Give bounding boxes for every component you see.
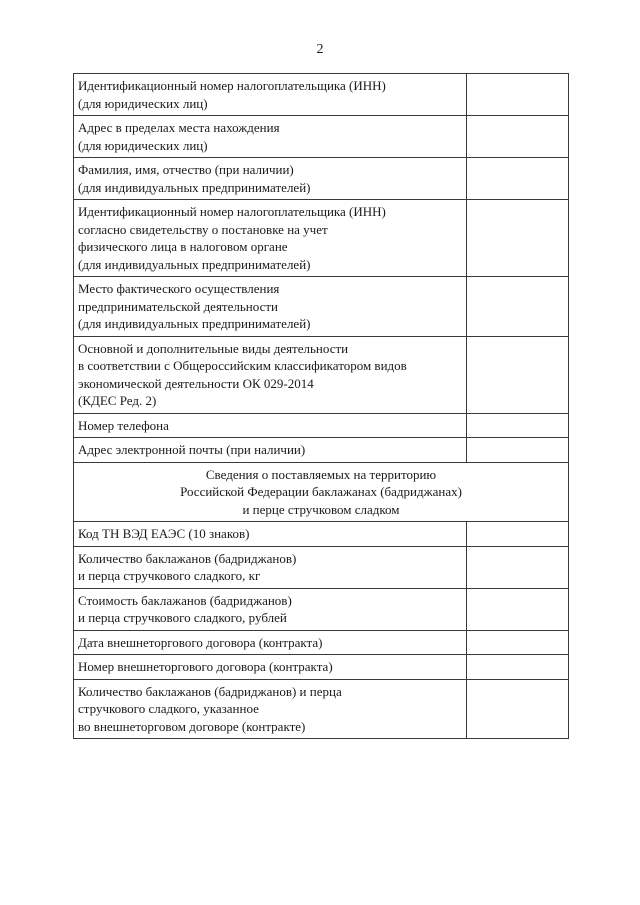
table-row <box>74 655 569 680</box>
table-row <box>74 679 569 739</box>
field-label-line: и перца стручкового сладкого, кг <box>78 568 261 583</box>
field-label-line: (для индивидуальных предпринимателей) <box>78 256 311 272</box>
field-label-line: согласно свидетельству о постановке на учет <box>78 221 328 237</box>
field-value-cell[interactable] <box>467 116 569 158</box>
table-row <box>74 413 569 438</box>
section-header <box>74 462 569 522</box>
field-label-line: (для юридических лиц) <box>78 137 208 153</box>
field-value-cell[interactable] <box>467 158 569 200</box>
field-label-line: экономической деятельности ОК 029-2014 <box>78 375 314 391</box>
field-label-line: стручкового сладкого, указанное <box>78 701 259 716</box>
field-value-cell[interactable] <box>467 588 569 630</box>
field-value-cell[interactable] <box>467 522 569 547</box>
table-row <box>74 546 569 588</box>
table-row <box>74 438 569 463</box>
table-row <box>74 522 569 547</box>
table-row <box>74 74 569 116</box>
section-header-line: Сведения о поставляемых на территорию <box>205 466 437 482</box>
field-label-cell <box>74 522 467 547</box>
field-label-cell <box>74 546 467 588</box>
field-label-cell <box>74 200 467 277</box>
field-label-line: (для индивидуальных предпринимателей) <box>78 316 311 331</box>
field-value-cell[interactable] <box>467 74 569 116</box>
field-label-line: (для индивидуальных предпринимателей) <box>78 179 311 195</box>
field-label-cell <box>74 438 467 463</box>
field-value-cell[interactable] <box>467 200 569 277</box>
field-value-cell[interactable] <box>467 438 569 463</box>
table-row <box>74 277 569 337</box>
field-value-cell[interactable] <box>467 277 569 337</box>
field-label-line: Фамилия, имя, отчество (при наличии) <box>78 162 294 177</box>
field-label-line: и перца стручкового сладкого, рублей <box>78 610 287 625</box>
table-row <box>74 200 569 277</box>
field-label-line: Идентификационный номер налогоплательщика (ИНН) <box>78 204 386 219</box>
table-row <box>74 158 569 200</box>
field-label-cell <box>74 679 467 739</box>
field-label-line: Дата внешнеторгового договора (контракта) <box>78 634 323 650</box>
field-label-line: Идентификационный номер налогоплательщика (ИНН) <box>78 78 386 93</box>
field-label-cell <box>74 588 467 630</box>
field-label-cell <box>74 116 467 158</box>
field-label-line: (для юридических лиц) <box>78 95 208 111</box>
field-label-line: Количество баклажанов (бадриджанов) <box>78 550 297 566</box>
section-header-row <box>74 462 569 522</box>
field-label-cell <box>74 655 467 680</box>
field-label-line: Код ТН ВЭД ЕАЭС (10 знаков) <box>78 526 250 541</box>
field-label-cell <box>74 74 467 116</box>
field-label-line: Основной и дополнительные виды деятельности <box>78 340 349 356</box>
field-label-cell <box>74 630 467 655</box>
field-label-line: во внешнеторговом договоре (контракте) <box>78 718 306 734</box>
field-value-cell[interactable] <box>467 679 569 739</box>
field-label-line: (КДЕС Ред. 2) <box>78 393 157 408</box>
supplier-info-form-table <box>73 73 569 739</box>
field-value-cell[interactable] <box>467 655 569 680</box>
section-header-line: Российской Федерации баклажанах (бадриджанах) <box>180 484 462 499</box>
field-label-cell <box>74 336 467 413</box>
table-row <box>74 116 569 158</box>
table-row <box>74 630 569 655</box>
field-label-line: Адрес в пределах места нахождения <box>78 120 280 135</box>
table-row <box>74 588 569 630</box>
field-label-line: физического лица в налоговом органе <box>78 239 288 254</box>
field-value-cell[interactable] <box>467 336 569 413</box>
field-label-line: в соответствии с Общероссийским классификатором видов <box>78 358 407 373</box>
field-label-line: Стоимость баклажанов (бадриджанов) <box>78 592 292 608</box>
field-label-line: Количество баклажанов (бадриджанов) и перца <box>78 683 342 699</box>
field-label-line: предпринимательской деятельности <box>78 298 278 314</box>
section-header-line: и перце стручковом сладком <box>242 501 400 517</box>
page-number: 2 <box>316 42 324 57</box>
field-value-cell[interactable] <box>467 413 569 438</box>
field-label-line: Номер внешнеторгового договора (контракта) <box>78 659 333 674</box>
field-label-line: Номер телефона <box>78 417 169 433</box>
field-value-cell[interactable] <box>467 630 569 655</box>
field-label-line: Адрес электронной почты (при наличии) <box>78 442 306 457</box>
field-value-cell[interactable] <box>467 546 569 588</box>
field-label-cell <box>74 158 467 200</box>
field-label-line: Место фактического осуществления <box>78 281 280 296</box>
form-table-body <box>74 74 569 739</box>
field-label-cell <box>74 413 467 438</box>
field-label-cell <box>74 277 467 337</box>
table-row <box>74 336 569 413</box>
